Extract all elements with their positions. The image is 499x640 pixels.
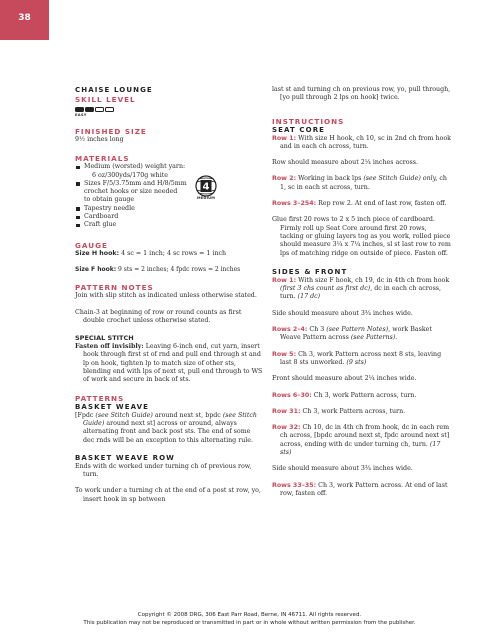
- gauge-f-hook: Size F hook: 9 sts = 2 inches; 4 fpdc rows = 2 inches: [75, 265, 241, 273]
- rows-3-254: Rows 3–254: Rep row 2. At end of last row, fasten off.: [272, 200, 447, 208]
- pattern-notes-heading: PATTERN NOTES: [75, 283, 154, 293]
- glue-instructions: Glue first 20 rows to 2 x 5 inch piece of cardboard. Firmly roll up Seat Core around first 20 rows, tacking or gluing layers tog as you work, rolled piece should measure 3¼ x 7¼ inches, sl st last row to rem lps of matching ridge on outside of piece. Fasten off.: [272, 216, 451, 257]
- turning-chain-text: To work under a turning ch at the end of a post st row, yo, insert hook in sp between: [75, 487, 261, 503]
- instructions-heading: INSTRUCTIONS: [272, 116, 345, 126]
- copyright-line: Copyright © 2008 DRG, 306 East Parr Road, Berne, IN 46711. All rights reserved.: [137, 612, 362, 618]
- skill-box: [75, 107, 84, 112]
- publication-notice: This publication may not be reproduced or transmitted in part or in whole without written permission from the publisher.: [83, 620, 416, 626]
- material-item: Sizes F/5/3.75mm and H/8/5mm crochet hooks or size needed to obtain gauge: [75, 180, 263, 205]
- row-1: Row 1: With size H hook, ch 10, sc in 2nd ch from hook and in each ch across, turn.: [272, 134, 451, 150]
- side-row-5: Row 5: Ch 3, work Pattern across next 8 sts, leaving last 8 sts unworked. (9 sts): [272, 350, 442, 366]
- patterns-heading: PATTERNS: [75, 393, 125, 403]
- side-row-1: Row 1: With size F hook, ch 19, dc in 4th ch from hook (first 3 chs count as first dc), dc in each ch across, turn. (17 dc): [272, 276, 450, 301]
- material-item: Tapestry needle: [75, 205, 263, 213]
- materials-list: [75, 163, 263, 229]
- yarn-weight-label: MEDIUM: [196, 196, 216, 200]
- skill-box: [85, 107, 94, 112]
- basket-weave-row-heading: BASKET WEAVE ROW: [75, 453, 175, 462]
- skill-level-icon: [75, 107, 263, 112]
- side-row-32-measure: Side should measure about 3¾ inches wide.: [272, 465, 413, 473]
- gauge-heading: GAUGE: [75, 240, 108, 250]
- finished-size-text: 9½ inches long: [75, 136, 124, 143]
- special-stitch-text: Fasten off invisibly: Leaving 6-inch end, cut yarn, insert hook through first st of rnd and pull end through st and lp on hook, tighten lp to match size of other sts, blending end with lps of next st, pull end through to WS of work and secure in back of sts.: [75, 343, 263, 384]
- special-stitch-heading: SPECIAL STITCH: [75, 334, 134, 343]
- side-rows-6-30: Rows 6–30: Ch 3, work Pattern across, turn.: [272, 391, 417, 399]
- skill-level-text: EASY: [75, 113, 87, 117]
- basket-weave-row-text: Ends with dc worked under turning ch of previous row, turn.: [75, 462, 252, 479]
- side-row-32: Row 32: Ch 10, dc in 4th ch from hook, dc in each rem ch across, [bpdc around next st, fpdc around next st] across, ending with dc under turning ch, turn. (17 sts): [272, 424, 450, 457]
- page-number-tab: [0, 0, 49, 40]
- pattern-note: Chain-3 at beginning of row or round counts as first double crochet unless otherwise stated.: [75, 308, 242, 324]
- yarn-weight-icon: [195, 175, 217, 197]
- material-item: Medium (worsted) weight yarn: 6 oz/300yds/170g white: [75, 163, 263, 180]
- skill-box: [105, 107, 114, 112]
- basket-weave-text: [Fpdc (see Stitch Guide) around next st, bpdc (see Stitch Guide) around next st] across or around, always alternating front and back post sts. The end of some dec rnds will be an exception to this alternating rule.: [75, 411, 257, 444]
- side-row-31: Row 31: Ch 3, work Pattern across, turn.: [272, 407, 406, 415]
- sides-front-heading: SIDES & FRONT: [272, 267, 348, 276]
- skill-box: [95, 107, 104, 112]
- material-item: Cardboard: [75, 213, 263, 221]
- gauge-h-hook: Size H hook: 4 sc = 1 inch; 4 sc rows = 1 inch: [75, 249, 227, 257]
- page-number: 38: [18, 13, 31, 23]
- finished-size-heading: FINISHED SIZE: [75, 127, 147, 136]
- seat-core-heading: SEAT CORE: [272, 125, 326, 134]
- left-column: [75, 86, 263, 504]
- side-rows-2-4: Rows 2–4: Ch 3 (see Pattern Notes), work Basket Weave Pattern across (see Patterns).: [272, 326, 432, 342]
- skill-level-heading: SKILL LEVEL: [75, 95, 136, 104]
- right-column: [272, 86, 452, 498]
- side-rows-33-35: Rows 33–35: Ch 3, work Pattern across. At end of last row, fasten off.: [272, 481, 448, 497]
- row-2: Row 2: Working in back lps (see Stitch Guide) only, ch 1, sc in each st across, turn.: [272, 175, 447, 191]
- basket-weave-heading: BASKET WEAVE: [75, 402, 150, 411]
- material-item: Craft glue: [75, 221, 263, 229]
- pattern-note: Join with slip stitch as indicated unless otherwise stated.: [75, 292, 257, 300]
- continued-text: last st and turning ch on previous row, yo, pull through, [yo pull through 2 lps on hook] twice.: [272, 86, 451, 102]
- yarn-weight-number: 4: [202, 181, 210, 193]
- side-row-5-measure: Front should measure about 2¼ inches wide.: [272, 375, 417, 383]
- materials-heading: MATERIALS: [75, 154, 130, 164]
- row-1-measure: Row should measure about 2¼ inches across.: [272, 159, 419, 167]
- pattern-title: CHAISE LOUNGE: [75, 86, 153, 94]
- side-row-1-measure: Side should measure about 3¾ inches wide.: [272, 309, 413, 317]
